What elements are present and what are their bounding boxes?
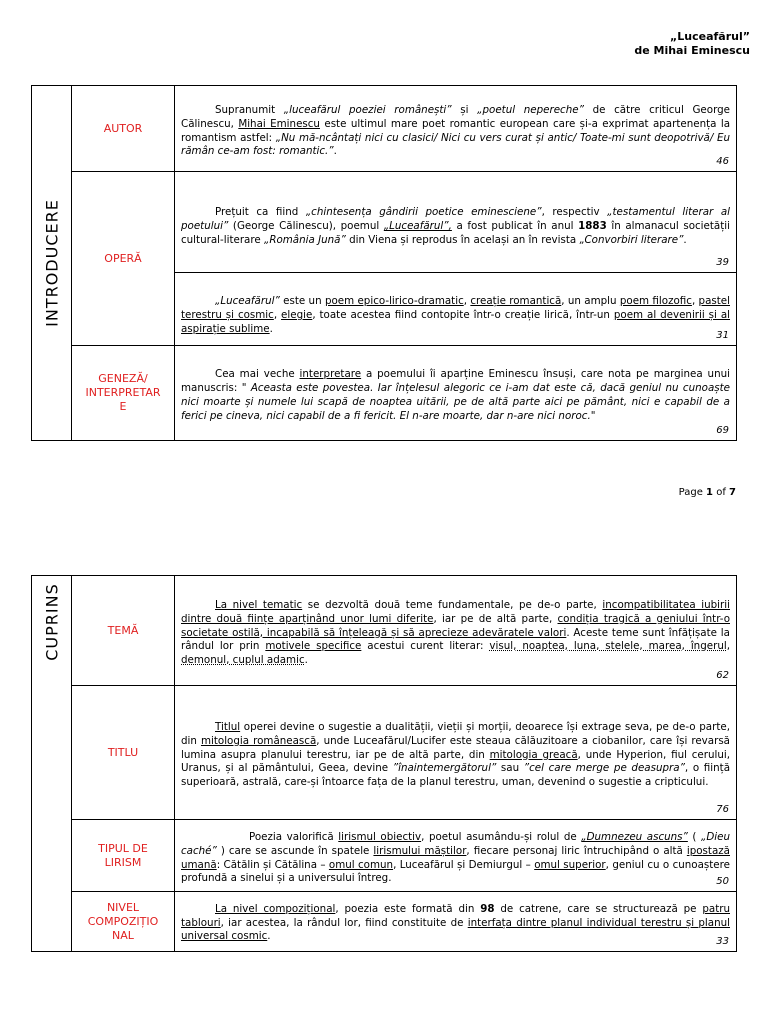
score-tema: 62 — [716, 670, 729, 682]
content-table — [31, 575, 737, 952]
content-opera-2: „Luceafărul” este un poem epico-lirico-dramatic, creație romantică, un amplu poem filozofic, pastel terestru și cosmic, elegie, toate acestea fiind contopite într-o creație lirică, într-un poem al devenirii și al aspirație sublime. 31 — [175, 273, 737, 346]
intro-table — [31, 85, 737, 441]
content-nivel-compozitional: La nivel compozițional, poezia este formată din 98 de catrene, care se structurează pe patru tablouri, iar acestea, la rândul lor, fiind constituite de interfața dintre planul individual terestru și planul universal cosmic. 33 — [175, 892, 737, 952]
content-tema: La nivel tematic se dezvoltă două teme fundamentale, pe de-o parte, incompatibilitatea iubirii dintre două ființe aparținând unor lumi diferite, iar pe de altă parte, condiția tragică a geniului într-o societate ostilă, incapabilă să înțeleagă și să aprecieze adevăratele valori. Aceste teme sunt înfățișate la rândul lor prin motivele specifice acestui curent literar: visul, noaptea, luna, stelele, marea, îngerul, demonul, cuplul adamic. 62 — [175, 576, 737, 686]
score-tipul-de-lirism: 50 — [716, 876, 729, 888]
score-nivel-compozitional: 33 — [716, 936, 729, 948]
intro-side-label: INTRODUCERE — [32, 86, 72, 441]
header-title: „Luceafărul” — [670, 30, 750, 43]
content-tipul-de-lirism: Poezia valorifică lirismul obiectiv, poetul asumându-și rolul de „Dumnezeu ascuns” ( „Dieu caché” ) care se ascunde în spatele lirismului măștilor, fiecare personaj liric întruchipând o altă ipostază umană: Cătălin și Cătălina – omul comun, Luceafărul și Demiurgul – omul superior, geniul cu o cunoaștere profundă a sinelui și a universului întreg. 50 — [175, 820, 737, 892]
label-tipul-de-lirism: TIPUL DE LIRISM — [72, 820, 175, 892]
label-opera: OPERĂ — [72, 172, 175, 346]
content-geneza: Cea mai veche interpretare a poemului îi aparține Eminescu însuși, care nota pe marginea unui manuscris: " Aceasta este povestea. Iar înțelesul alegoric ce i-am dat este că, dacă geniul nu cunoaște nici moarte și numele lui scapă de noaptea uitării, pe de altă parte aici pe pământ, nici e capabil de a ferici pe cineva, nici capabil de a fi fericit. El n-are moarte, dar n-are nici noroc." 69 — [175, 346, 737, 441]
score-geneza: 69 — [716, 425, 729, 437]
content-autor: Supranumit „luceafărul poeziei românești” și „poetul nepereche” de către criticul George Călinescu, Mihai Eminescu este ultimul mare poet romantic european care și-a exprimat apartenența la romantism astfel: „Nu mă-ncântați nici cu clasici/ Nici cu vers curat și antic/ Toate-mi sunt deopotrivă/ Eu rămân ce-am fost: romantic.”. 46 — [175, 86, 737, 172]
content-titlu: Titlul operei devine o sugestie a dualității, vieții și morții, deoarece își extrage seva, pe de-o parte, din mitologia românească, unde Luceafărul/Lucifer este steaua călăuzitoare a ciobanilor, care își revarsă lumina asupra planului terestru, iar pe de altă parte, din mitologia greacă, unde Hyperion, fiul cerului, Uranus, și al pământului, Geea, devine ”înaintemergătorul” sau ”cel care merge pe deasupra”, o ființă superioară, astrală, care-și întoarce fața de la planul terestru, uman, devenind o sugestie a cripticului. 76 — [175, 686, 737, 820]
label-tema: TEMĂ — [72, 576, 175, 686]
content-opera-1: Prețuit ca fiind „chintesența gândirii poetice eminesciene”, respectiv „testamentul literar al poetului” (George Călinescu), poemul „Luceafărul”, a fost publicat în anul 1883 în almanacul societății cultural-literare „România Jună” din Viena și reprodus în același an în revista „Convorbiri literare”. 39 — [175, 172, 737, 273]
score-opera-2: 31 — [716, 330, 729, 342]
score-titlu: 76 — [716, 804, 729, 816]
document-header — [634, 30, 750, 58]
label-titlu: TITLU — [72, 686, 175, 820]
label-geneza: GENEZĂ/ INTERPRETAR E — [72, 346, 175, 441]
score-autor: 46 — [716, 156, 729, 168]
header-author: de Mihai Eminescu — [634, 44, 750, 57]
page-number: Page 1 of 7 — [678, 487, 736, 498]
label-autor: AUTOR — [72, 86, 175, 172]
cuprins-side-label: CUPRINS — [32, 576, 72, 952]
label-nivel-compozitional: NIVEL COMPOZIȚIO NAL — [72, 892, 175, 952]
score-opera-1: 39 — [716, 257, 729, 269]
